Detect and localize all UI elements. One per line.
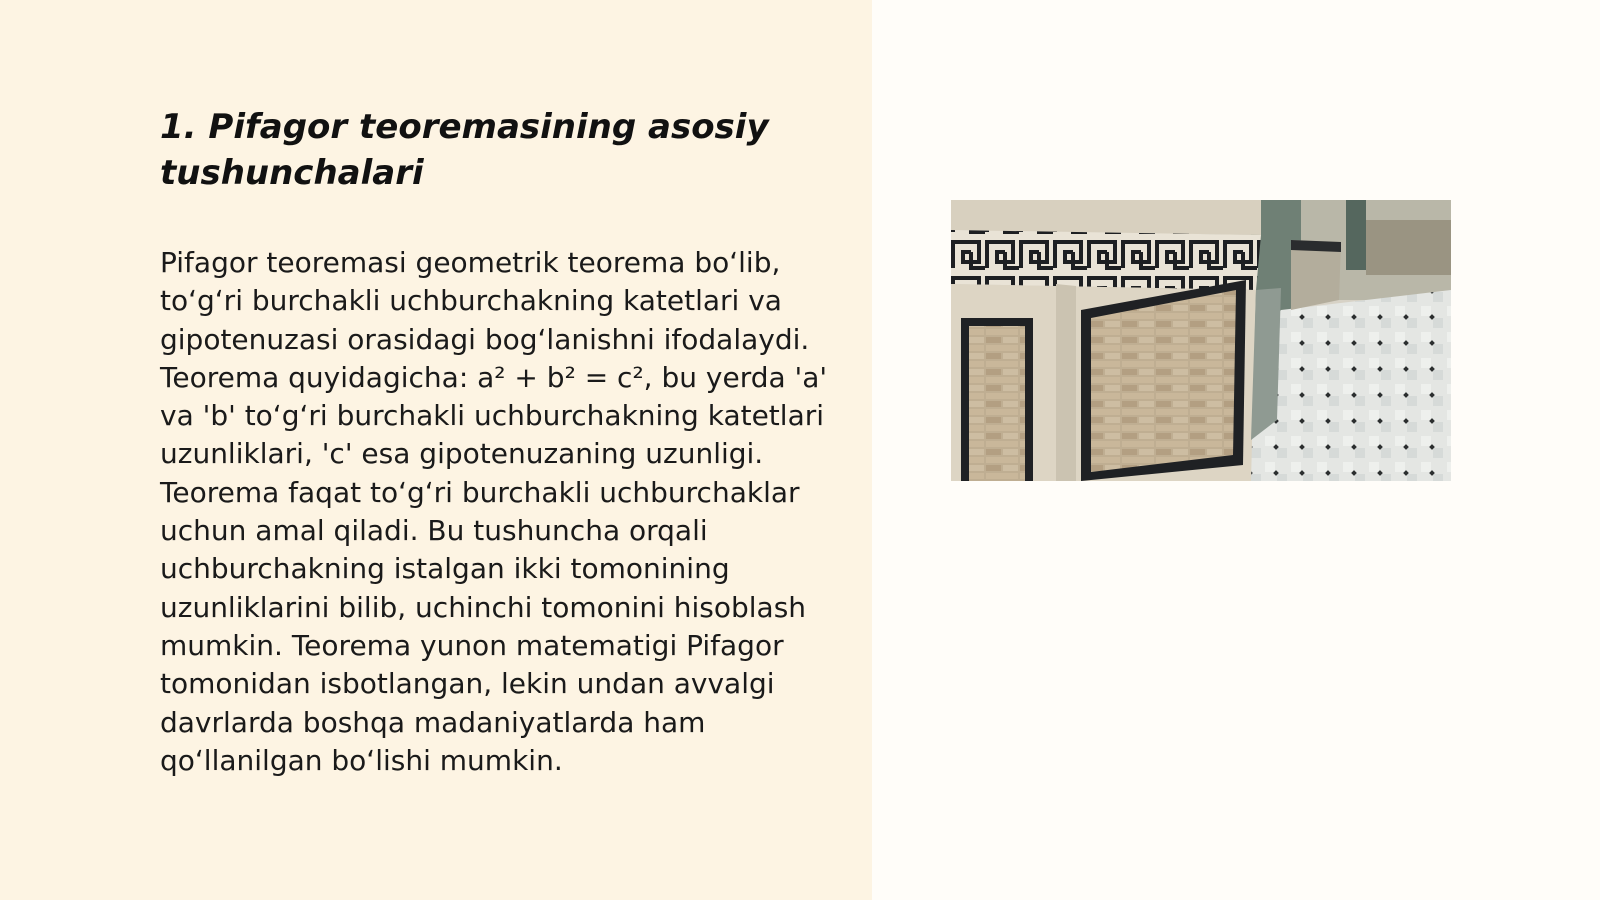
architecture-photo bbox=[951, 200, 1451, 481]
slide-heading: 1. Pifagor teoremasining asosiy tushunchalari bbox=[160, 107, 769, 193]
slide-body-text: Pifagor teoremasi geometrik teorema boʻlib, toʻgʻri burchakli uchburchakning katetlari va gipotenuzasi orasidagi bogʻlanishni ifodalaydi. Teorema quyidagicha: a² + b² = c², bu yerda 'a' va 'b' toʻgʻri burchakli uchburchakning katetlari uzunliklari, 'c' esa gipotenuzaning uzunligi. Teorema faqat toʻgʻri burchakli uchburchaklar uchun amal qiladi. Bu tushuncha orqali uchburchakning istalgan ikki tomonining uzunliklarini bilib, uchinchi tomonini hisoblash mumkin. Teorema yunon matematigi Pifagor tomonidan isbotlangan, lekin undan avvalgi davrlarda boshqa madaniyatlarda ham qoʻllanilgan boʻlishi mumkin. bbox=[160, 246, 828, 777]
